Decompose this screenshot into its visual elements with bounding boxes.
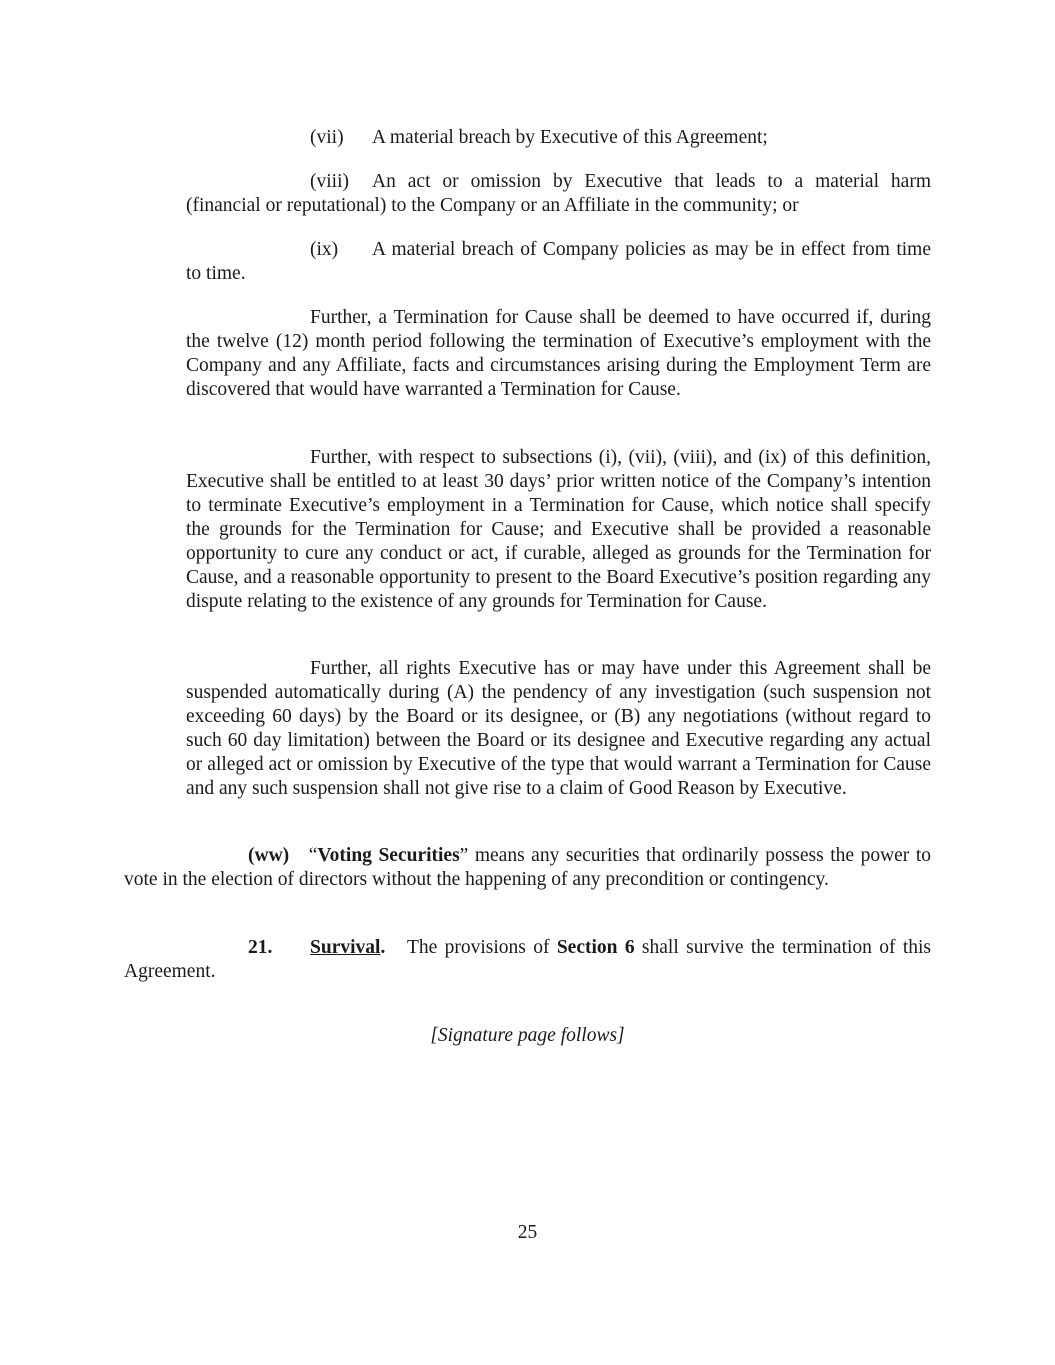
definition-ww-label: (ww) [248,845,290,866]
section-21-section-ref: Section 6 [556,937,635,958]
clause-vii [310,126,931,150]
paragraph-further-discovered: Further, a Termination for Cause shall be deemed to have occurred if, during the twelve (12) month period following the termination of Executive’s employment with the Company and any Affiliate, facts and circumstances arising during the Employment Term are discovered that would have warranted a Termination for Cause. [186,307,931,400]
section-21-heading-period: . [380,937,386,958]
definition-ww-term: Voting Securities [317,845,460,866]
clause-viii-label: (viii) [310,171,349,192]
section-21-text-before: The provisions of [406,937,557,958]
signature-page-note: [Signature page follows] [430,1025,625,1046]
definition-ww-open-quote: “ [308,845,318,866]
paragraph-further-notice: Further, with respect to subsections (i), (vii), (viii), and (ix) of this definition, Executive shall be entitled to at least 30 days’ prior written notice of the Company’s intention to terminate Executive’s employment in a Termination for Cause, which notice shall specify the grounds for the Termination for Cause; and Executive shall be provided a reasonable opportunity to cure any conduct or act, if curable, alleged as grounds for the Termination for Cause, and a reasonable opportunity to present to the Board Executive’s position regarding any dispute relating to the existence of any grounds for Termination for Cause. [186,447,931,612]
clause-viii [186,170,931,218]
clause-ix-label: (ix) [310,239,339,260]
paragraph-further-suspension: Further, all rights Executive has or may have under this Agreement shall be suspended automatically during (A) the pendency of any investigation (such suspension not exceeding 60 days) by the Board or its designee, or (B) any negotiations (without regard to such 60 day limitation) between the Board or its designee and Executive regarding any actual or alleged act or omission by Executive of the type that would warrant a Termination for Cause and any such suspension shall not give rise to a claim of Good Reason by Executive. [186,658,931,799]
section-21-heading: Survival [310,937,381,958]
clause-ix [186,238,931,286]
section-21-number: 21. [248,937,273,958]
clause-vii-label: (vii) [310,127,344,148]
section-21 [124,936,931,984]
clause-viii-text: An act or omission by Executive that leads to a material harm (financial or reputational) to the Company or an Affiliate in the community; or [186,171,931,216]
page-number: 25 [517,1222,538,1243]
definition-ww [124,844,931,892]
definition-ww-text: means any securities that ordinarily possess the power to vote in the election of directors without the happening of any precondition or contingency. [124,845,931,890]
section-21-text-after: shall survive the termination of this Agreement. [124,937,931,982]
clause-vii-text: A material breach by Executive of this Agreement; [372,127,768,148]
clause-ix-text: A material breach of Company policies as may be in effect from time to time. [186,239,931,284]
definition-ww-close-quote: ” [459,845,469,866]
